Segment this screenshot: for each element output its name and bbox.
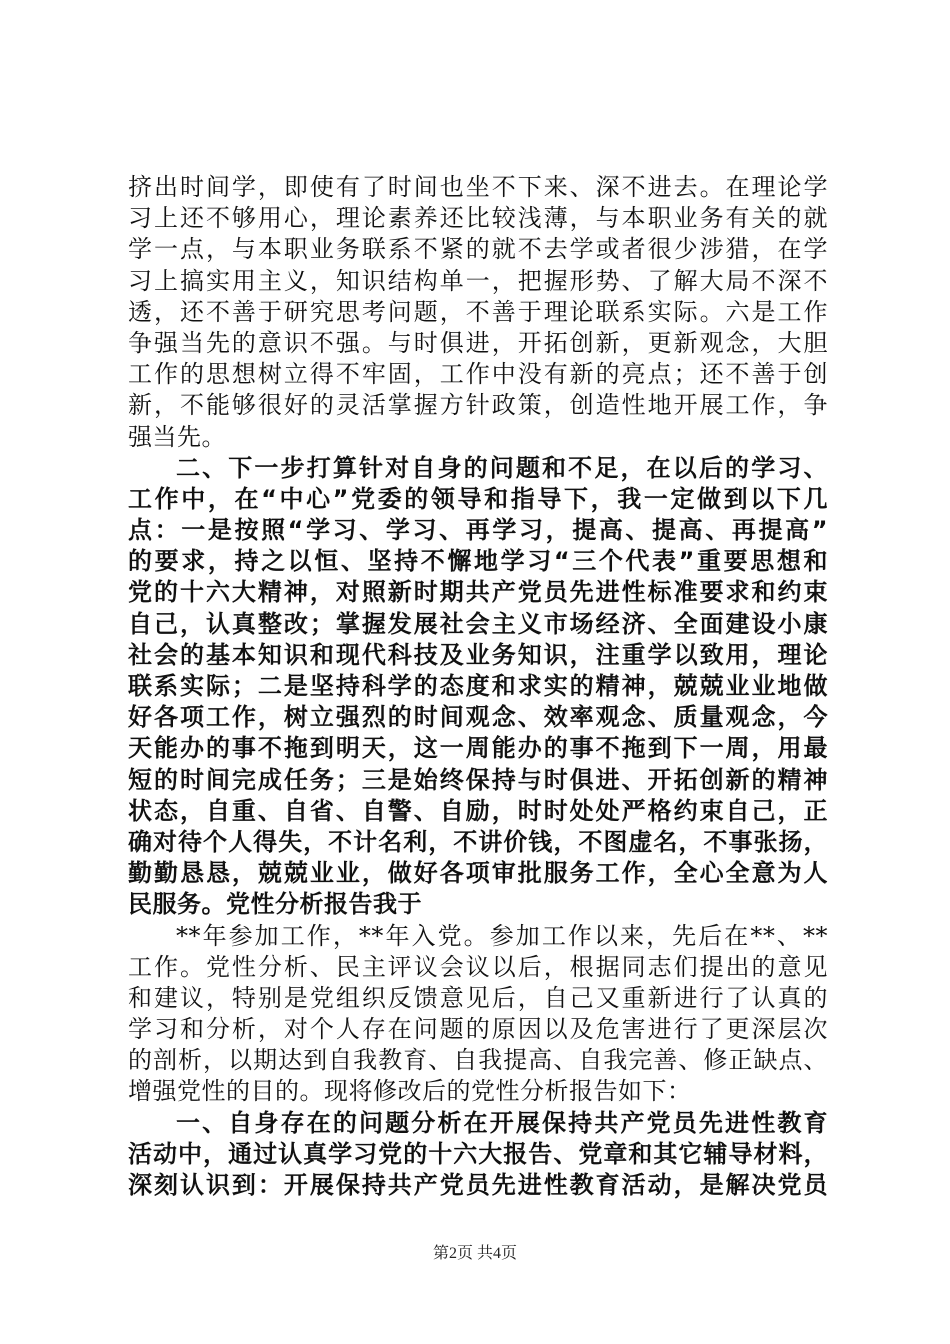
text-line: 习上搞实用主义，知识结构单一，把握形势、了解大局不深不: [128, 266, 828, 295]
text-line: **年参加工作，**年入党。参加工作以来，先后在**、**: [176, 921, 828, 950]
text-line: 工作中，在“中心”党委的领导和指导下，我一定做到以下几: [128, 484, 828, 513]
text-line: 民服务。党性分析报告我于: [128, 890, 422, 919]
text-line: 增强党性的目的。现将修改后的党性分析报告如下：: [128, 1077, 692, 1106]
page-footer: 第2页 共4页: [432, 1245, 517, 1262]
text-line: 好各项工作，树立强烈的时间观念、效率观念、质量观念，今: [128, 703, 828, 732]
text-line: 活动中，通过认真学习党的十六大报告、党章和其它辅导材料，: [128, 1139, 828, 1168]
text-line: 习上还不够用心，理论素养还比较浅薄，与本职业务有关的就: [128, 204, 828, 233]
text-line: 和建议，特别是党组织反馈意见后，自己又重新进行了认真的: [128, 983, 828, 1012]
text-line: 确对待个人得失，不计名利，不讲价钱，不图虚名，不事张扬，: [128, 827, 828, 856]
text-line: 自己，认真整改；掌握发展社会主义市场经济、全面建设小康: [128, 609, 828, 638]
text-line: 争强当先的意识不强。与时俱进，开拓创新，更新观念，大胆: [128, 328, 828, 357]
text-line: 强当先。: [128, 422, 226, 451]
text-line: 透，还不善于研究思考问题，不善于理论联系实际。六是工作: [128, 297, 828, 326]
text-line: 工作。党性分析、民主评议会议以后，根据同志们提出的意见: [128, 952, 828, 981]
text-line: 新，不能够很好的灵活掌握方针政策，创造性地开展工作，争: [128, 391, 828, 420]
text-line: 学一点，与本职业务联系不紧的就不去学或者很少涉猎，在学: [128, 235, 828, 264]
text-line: 点：一是按照“学习、学习、再学习，提高、提高、再提高”: [128, 516, 828, 545]
text-line: 状态，自重、自省、自警、自励，时时处处严格约束自己，正: [128, 796, 828, 825]
text-line: 联系实际；二是坚持科学的态度和求实的精神，兢兢业业地做: [128, 672, 828, 700]
text-line: 社会的基本知识和现代科技及业务知识，注重学以致用，理论: [128, 640, 828, 669]
text-line: 工作的思想树立得不牢固，工作中没有新的亮点；还不善于创: [128, 360, 828, 389]
text-line: 天能办的事不拖到明天，这一周能办的事不拖到下一周，用最: [128, 734, 828, 763]
text-line: 的要求，持之以恒、坚持不懈地学习“三个代表”重要思想和: [128, 547, 828, 576]
text-line: 二、下一步打算针对自身的问题和不足，在以后的学习、: [176, 453, 828, 482]
text-line: 一、自身存在的问题分析在开展保持共产党员先进性教育: [176, 1108, 828, 1137]
text-line: 勤勤恳恳，兢兢业业，做好各项审批服务工作，全心全意为人: [128, 859, 828, 888]
text-line: 深刻认识到：开展保持共产党员先进性教育活动，是解决党员: [128, 1171, 828, 1199]
text-line: 学习和分析，对个人存在问题的原因以及危害进行了更深层次: [128, 1015, 828, 1044]
text-line: 的剖析，以期达到自我教育、自我提高、自我完善、修正缺点、: [128, 1046, 828, 1075]
document-body: [128, 172, 828, 1201]
text-line: 挤出时间学，即使有了时间也坐不下来、深不进去。在理论学: [128, 173, 828, 201]
text-line: 短的时间完成任务；三是始终保持与时俱进、开拓创新的精神: [128, 765, 828, 794]
text-line: 党的十六大精神，对照新时期共产党员先进性标准要求和约束: [128, 578, 828, 607]
